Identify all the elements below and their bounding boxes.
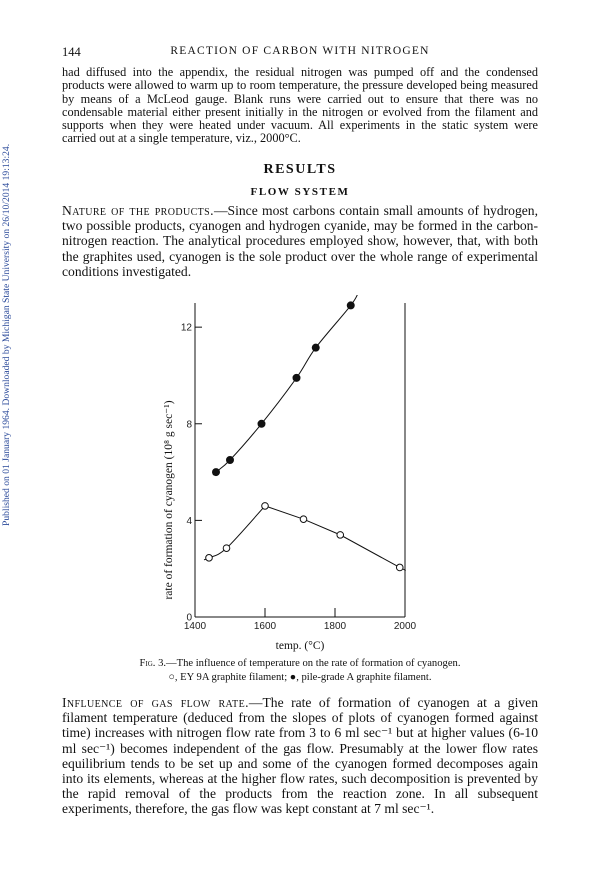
data-point-ey9a: [396, 564, 403, 571]
figure-caption-legend: ○, EY 9A graphite filament; ●, pile-grade A graphite filament.: [168, 672, 432, 683]
series-ey9a-curve-falling: [265, 506, 406, 571]
y-axis-label: rate of formation of cyanogen (10⁸ g sec⁻¹): [163, 400, 175, 600]
subsection-heading-flow-system: FLOW SYSTEM: [250, 186, 350, 198]
figure-3: [150, 295, 450, 660]
data-point-ey9a: [300, 516, 307, 523]
paragraph-gas-flow-rate: [62, 695, 538, 817]
x-tick-label: 1800: [323, 621, 347, 632]
y-tick-label: 8: [186, 419, 192, 431]
series-pile-grade-a-curve: [213, 295, 359, 475]
data-point-pile-grade-a: [227, 457, 234, 464]
y-tick-label: 4: [186, 515, 192, 527]
x-axis-label: temp. (°C): [275, 640, 325, 652]
page-header: [62, 45, 538, 61]
download-watermark: Published on 01 January 1964. Downloaded by Michigan State University on 26/10/2014 19:13:24.: [1, 143, 12, 527]
x-tick-label: 1600: [253, 621, 277, 632]
page-number: 144: [62, 45, 81, 59]
run-in-heading-nature: Nature of the products.: [62, 203, 214, 218]
x-tick-label: 1400: [183, 621, 207, 632]
figure-caption: [62, 657, 538, 670]
data-point-ey9a: [337, 532, 344, 539]
data-point-pile-grade-a: [293, 374, 300, 381]
paragraph-static-system: had diffused into the appendix, the residual nitrogen was pumped off and the condensed products were allowed to warm up to room temperature, the pressure developed being measured by means of a McLeod gauge. Blank runs were carried out to ensure that there was no condensable material either present initially in the nitrogen or evolved from the filament and supports when they were heated under vacuum. All experiments in the static system were carried out at a single temperature, viz., 2000°C.: [62, 65, 538, 146]
data-point-pile-grade-a: [347, 302, 354, 309]
data-point-pile-grade-a: [312, 344, 319, 351]
figure-caption-text: —The influence of temperature on the rate of formation of cyanogen.: [166, 658, 461, 669]
running-head: REACTION OF CARBON WITH NITROGEN: [170, 45, 430, 57]
data-point-pile-grade-a: [213, 469, 220, 476]
section-heading-results: RESULTS: [263, 162, 337, 177]
run-in-heading-gas-flow: Influence of gas flow rate.: [62, 695, 249, 710]
paragraph-body-gas-flow: —The rate of formation of cyanogen at a given filament temperature (deduced from the slopes of plots of cyanogen formed against time) increases with nitrogen flow rate from 3 to 6 ml sec⁻¹ but at higher values (6-10 ml sec⁻¹) becomes independent of the gas flow. Presumably at the lower flow rates equilibrium tends to be set up and some of the cyanogen formed decomposes again into its elements, whereas at the higher flow rates, such decomposition is prevented by the rapid removal of the products from the reaction zone. In all subsequent experiments, therefore, the gas flow was kept constant at 7 ml sec⁻¹.: [62, 695, 538, 817]
paragraph-nature-of-products: [62, 203, 538, 279]
data-point-ey9a: [223, 545, 230, 552]
series-ey9a-curve-rising: [204, 506, 265, 560]
data-point-ey9a: [262, 503, 269, 510]
data-point-pile-grade-a: [258, 420, 265, 427]
figure-caption-label: Fig. 3.: [139, 658, 167, 669]
data-point-ey9a: [206, 555, 213, 562]
y-tick-label: 12: [180, 322, 192, 334]
y-tick-label: 0: [186, 612, 192, 624]
paragraph-body-nature: —Since most carbons contain small amounts of hydrogen, two possible products, cyanogen and hydrogen cyanide, may be formed in the carbon-nitrogen reaction. The analytical procedures employed show, however, that, with both the graphites used, cyanogen is the sole product over the whole range of experimental conditions investigated.: [62, 203, 538, 279]
x-tick-label: 2000: [393, 621, 417, 632]
figure-3-chart: [150, 295, 450, 660]
